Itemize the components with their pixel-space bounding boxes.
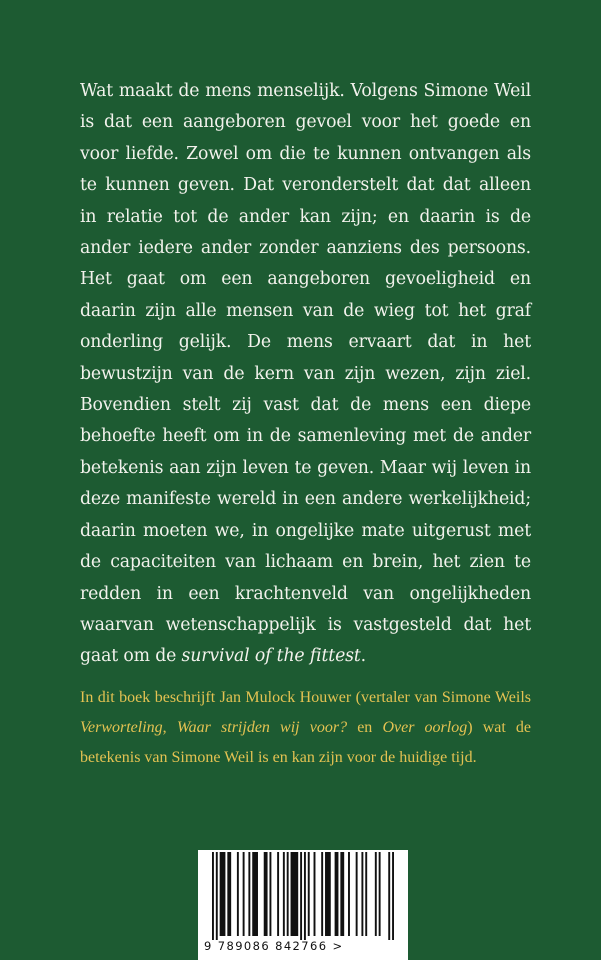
barcode-bar-23 [356, 852, 358, 936]
barcode-bar-17 [314, 852, 316, 936]
barcode-bar-11 [283, 852, 285, 936]
blurb-part-1: In dit boek beschrijft Jan Mulock Houwer (vertaler van Simone Weils [80, 689, 531, 706]
barcode-bar-21 [340, 852, 344, 936]
barcode-bar-1 [216, 852, 218, 940]
blurb-title-over-oorlog: Over oorlog [382, 719, 468, 736]
barcode-bar-4 [237, 852, 239, 936]
barcode-bar-9 [269, 852, 271, 936]
blurb-separator-1: , [162, 719, 177, 736]
main-text-end: . [360, 646, 367, 667]
barcode-bar-12 [287, 852, 289, 936]
barcode-bar-28 [388, 852, 390, 940]
barcode-bar-14 [300, 852, 302, 940]
blurb-title-waar-strijden: Waar strijden wij voor? [176, 719, 348, 736]
barcode-bar-2 [220, 852, 226, 936]
barcode-bar-8 [264, 852, 268, 936]
blurb-text [80, 683, 531, 773]
barcode-bar-10 [277, 852, 279, 936]
main-text-body: Wat maakt de mens menselijk. Volgens Simone Weil is dat een aangeboren gevoel voor het goede en voor liefde. Zowel om die te kunnen ontvangen als te kunnen geven. Dat veronderstelt dat dat alleen in relatie tot de ander kan zijn; en daarin is de ander iedere ander zonder aanziens des persoons. Het gaat om een aangeboren gevoeligheid en daarin zijn alle mensen van de wieg tot het graf onderling gelijk. De mens ervaart dat in het bewustzijn van de kern van zijn wezen, zijn ziel. Bovendien stelt zij vast dat de mens een diepe behoefte heeft om in de samenleving met de ander betekenis aan zijn leven te geven. Maar wij leven in deze manifeste wereld in een andere werkelijkheid; daarin moeten we, in ongelijke mate uitgerust met de capaciteiten van lichaam en brein, het zien te redden in een krachtenveld van ongelijkheden waarvan wetenschappelijk is vastgesteld dat het gaat om de [80, 81, 531, 667]
barcode-bar-29 [392, 852, 394, 940]
barcode-bar-24 [361, 852, 363, 936]
barcode-bar-27 [379, 852, 381, 936]
blurb-separator-2: en [347, 719, 383, 736]
blurb-part-2: ) wat de betekenis van Simone Weil is en kan zijn voor de huidige tijd. [80, 719, 532, 766]
isbn-digits: 9 789086 842766 > [204, 939, 344, 953]
barcode-bars [212, 852, 394, 940]
main-text [80, 76, 531, 673]
barcode-bar-13 [291, 852, 299, 936]
barcode-bar-18 [321, 852, 323, 936]
barcode-bar-20 [335, 852, 339, 936]
barcode-bar-3 [227, 852, 231, 936]
barcode-bar-15 [304, 852, 306, 940]
barcode-bar-5 [243, 852, 245, 936]
barcode-bar-26 [375, 852, 377, 936]
main-text-italic-phrase: survival of the fittest [181, 646, 361, 667]
barcode-bar-25 [365, 852, 367, 936]
barcode-bar-19 [325, 852, 331, 936]
barcode-bar-6 [248, 852, 250, 936]
blurb-title-verworteling: Verworteling [80, 719, 163, 736]
barcode-bar-22 [348, 852, 350, 936]
isbn-barcode [198, 850, 408, 960]
barcode-bar-7 [252, 852, 258, 936]
barcode-bar-0 [212, 852, 214, 940]
barcode-bar-16 [308, 852, 310, 936]
